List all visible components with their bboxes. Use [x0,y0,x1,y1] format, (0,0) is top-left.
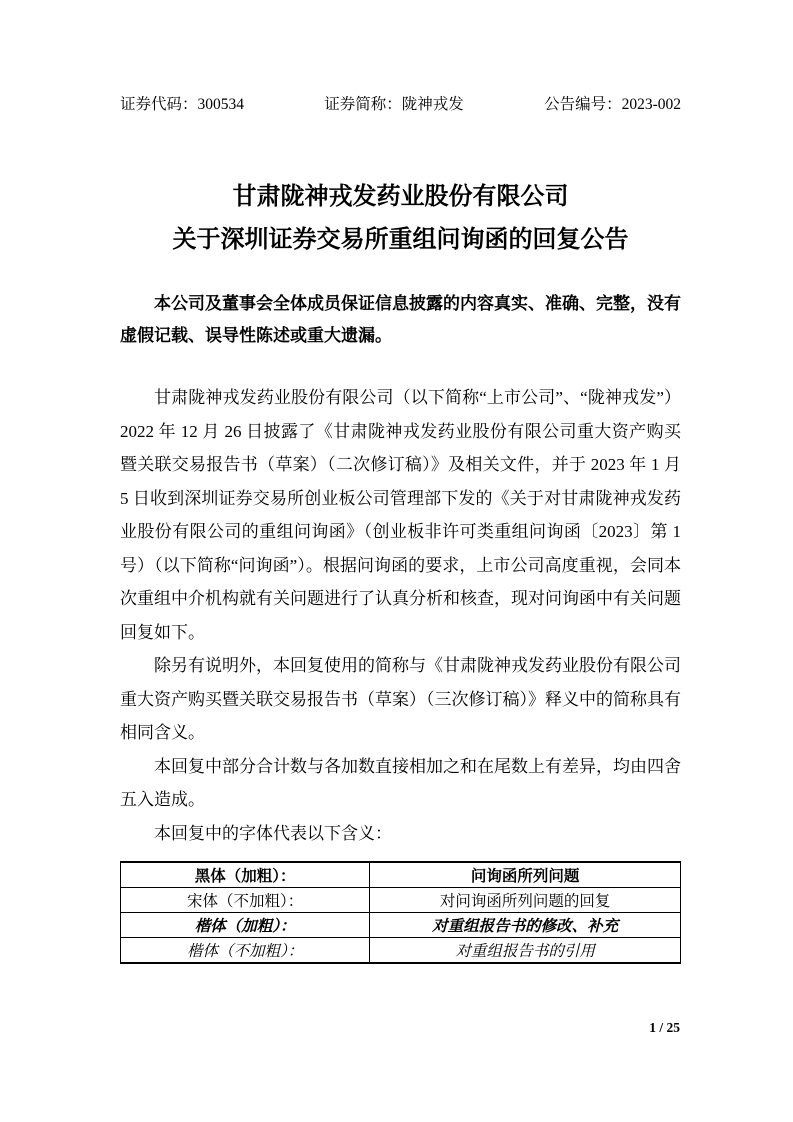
paragraph-disclosure: 甘肃陇神戎发药业股份有限公司（以下简称“上市公司”、“陇神戎发”）2022 年 12 月 26 日披露了《甘肃陇神戎发药业股份有限公司重大资产购买暨关联交易报告书（草案）（二次修订稿）》及相关文件，并于 2023 年 1 月 5 日收到深圳证券交易所创业板公司管理部下发的《关于对甘肃陇神戎发药业股份有限公司的重组问询函》（创业板非许可类重组问询函〔2023〕第 1 号）（以下简称“问询函”）。根据问询函的要求，上市公司高度重视，会同本次重组中介机构就有关问题进行了认真分析和核查，现对问询函中有关问题回复如下。 [120,388,681,642]
font-legend-table [120,861,681,964]
announcement-number: 公告编号：2023-002 [544,96,681,113]
font-name-cell: 宋体（不加粗）： [121,888,370,913]
font-legend-row-kaiti-bold [121,913,681,938]
stock-code: 证券代码：300534 [120,96,245,113]
document-title-line1: 甘肃陇神戎发药业股份有限公司 [232,184,569,210]
font-meaning-cell: 对问询函所列问题的回复 [370,888,681,913]
document-title-line2: 关于深圳证券交易所重组问询函的回复公告 [172,227,629,253]
securities-header [120,95,681,115]
font-legend-row-kaiti [121,938,681,964]
stock-abbreviation: 证券简称：陇神戎发 [324,96,464,113]
font-name-cell: 楷体（加粗）： [121,913,370,938]
font-meaning-cell: 对重组报告书的引用 [370,938,681,964]
paragraph-rounding: 本回复中部分合计数与各加数直接相加之和在尾数上有差异，均由四舍五入造成。 [120,756,681,809]
font-name-cell: 黑体（加粗）： [121,862,370,888]
font-meaning-cell: 对重组报告书的修改、补充 [370,913,681,938]
document-title [120,176,681,262]
paragraph-font-intro: 本回复中的字体代表以下含义： [154,823,392,843]
page-content [120,0,681,964]
font-legend-row-songti [121,888,681,913]
font-meaning-cell: 问询函所列问题 [370,862,681,888]
board-statement-text: 本公司及董事会全体成员保证信息披露的内容真实、准确、完整，没有虚假记载、误导性陈述或重大遗漏。 [120,294,681,345]
page-number: 1 / 25 [649,1020,680,1035]
board-statement [120,288,681,352]
font-name-cell: 楷体（不加粗）： [121,938,370,964]
font-legend-row-heiti-bold [121,862,681,888]
paragraph-definitions: 除另有说明外，本回复使用的简称与《甘肃陇神戎发药业股份有限公司重大资产购买暨关联交易报告书（草案）（三次修订稿）》释义中的简称具有相同含义。 [120,656,681,742]
body-text [120,381,681,850]
